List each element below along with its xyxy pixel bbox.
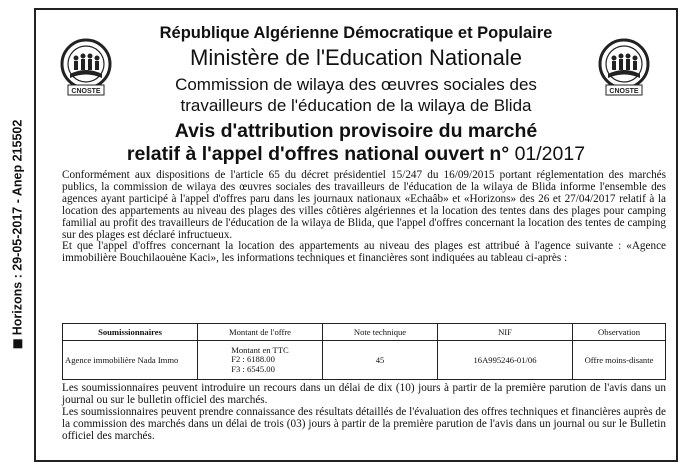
- cnoste-logo-left: [58, 38, 114, 98]
- cell-bidder: Agence immobilière Nada Immo: [63, 341, 198, 380]
- col-header-observation: Observation: [573, 324, 666, 341]
- cnoste-logo-right: [596, 38, 652, 98]
- side-label-text: Horizons : 29-05-2017 - Anep 215502: [10, 119, 25, 336]
- notice-footer: [62, 383, 666, 443]
- footer-paragraph-1: Les soumissionnaires peuvent introduire un recours dans un délai de dix (10) jours à partir de la première parution de l'avis dans un journal ou sur le bulletin officiel des marchés.: [62, 382, 666, 406]
- commission-line-1: Commission de wilaya des œuvres sociales des: [175, 75, 537, 94]
- amount-title: Montant en TTC: [231, 344, 289, 355]
- notice-body: [62, 170, 666, 265]
- cell-technical-score: 45: [323, 341, 438, 380]
- amount-f3: F3 : 6545.00: [231, 363, 275, 374]
- col-header-amount: Montant de l'offre: [198, 324, 323, 341]
- amount-f2: F2 : 6188.00: [231, 354, 275, 365]
- logo-label-left: CNOSTE: [71, 88, 101, 95]
- body-paragraph-2: Et que l'appel d'offres concernant la location des appartements au niveau des plages est attribué à l'agence suivante : «Agence immobilière Bouchilaouène Kaci», les informations techniques et financières sont indiquées au tableau ci-après :: [62, 240, 666, 265]
- bullet-square-icon: [13, 339, 22, 348]
- republic-line: République Algérienne Démocratique et Populaire: [159, 24, 553, 42]
- col-header-nif: NIF: [438, 324, 573, 341]
- notice-frame: [34, 8, 678, 462]
- col-header-bidders: Soumissionnaires: [63, 324, 198, 341]
- notice-title-2: [36, 143, 676, 166]
- cell-nif: 16A995246-01/06: [438, 341, 573, 380]
- cell-amount: [198, 341, 323, 380]
- table-header-row: [63, 324, 666, 341]
- side-publication-label: [0, 0, 34, 468]
- col-header-technical-score: Note technique: [323, 324, 438, 341]
- results-table: [62, 323, 666, 380]
- commission-line-2: travailleurs de l'éducation de la wilaya de Blida: [180, 96, 532, 115]
- footer-paragraph-2: Les soumissionnaires peuvent prendre connaissance des résultats détaillés de l'évaluation des offres techniques et financières auprès de la commission des marchés dans un délai de trois (03) jours à partir de la première parution de l'avis dans un journal ou sur le Bulletin officiel des marchés.: [62, 405, 666, 442]
- body-paragraph-1: Conformément aux dispositions de l'article 65 du décret présidentiel 15/247 du 16/09/2015 portant réglementation des marchés publics, la commission de wilaya des œuvres sociales des travailleurs de l'éducation de la wilaya de Blida informe l'ensemble des agences ayant participé à l'appel d'offres paru dans les journaux nationaux «Echaâb» et «Horizons» des 26 et 27/04/2017 relatif à la location des appartements au niveau des plages des villes côtières algériennes et la location des tentes dans des plages pour camping familial au profit des travailleurs de l'éducation de la wilaya de Blida, que l'appel d'offres concernant la location des tentes de camping sur des plages est déclaré infructueux.: [62, 169, 666, 241]
- table-row: [63, 341, 666, 380]
- tender-number: 01/2017: [514, 143, 586, 165]
- notice-title-1: Avis d'attribution provisoire du marché: [174, 120, 538, 142]
- cell-observation: Offre moins-disante: [573, 341, 666, 380]
- notice-title-2-text: relatif à l'appel d'offres national ouvert n°: [126, 143, 515, 165]
- logo-label-right: CNOSTE: [609, 88, 639, 95]
- ministry-line: Ministère de l'Education Nationale: [190, 45, 522, 70]
